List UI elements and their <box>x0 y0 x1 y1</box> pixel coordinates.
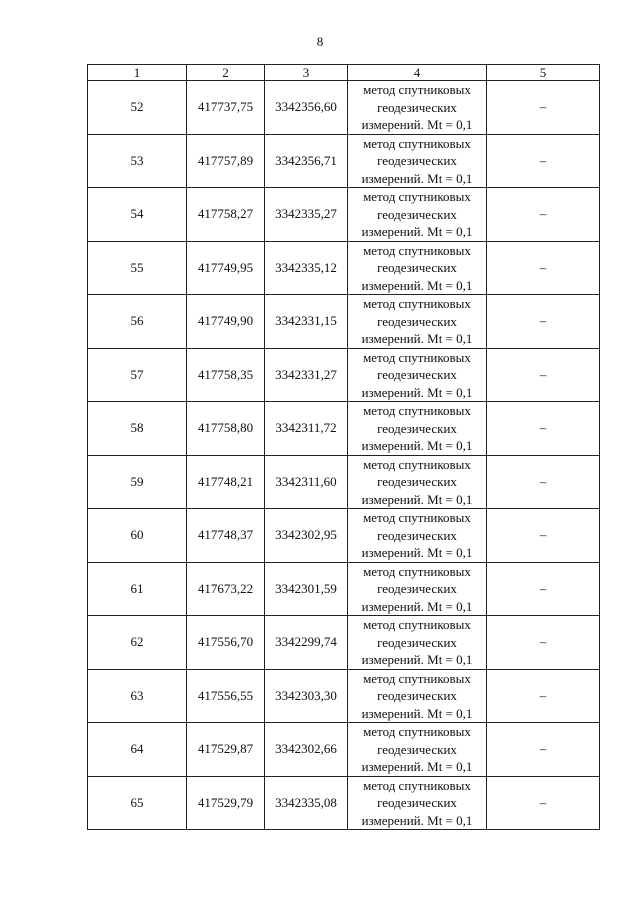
table-row <box>88 241 600 295</box>
method-line: геодезических <box>377 153 457 168</box>
method-line: измерений. Mt = 0,1 <box>361 277 473 293</box>
y-coordinate-cell: 3342356,60 <box>265 81 348 135</box>
method-line: измерений. Mt = 0,1 <box>361 384 473 400</box>
method-line: метод спутниковых <box>363 777 471 793</box>
x-coordinate-cell: 417529,79 <box>187 776 265 830</box>
table-row <box>88 562 600 616</box>
point-number-cell: 65 <box>88 776 187 830</box>
method-line: метод спутниковых <box>363 189 471 204</box>
method-line: измерений. Mt = 0,1 <box>361 491 473 507</box>
point-number-cell: 59 <box>88 455 187 509</box>
x-coordinate-cell: 417556,55 <box>187 669 265 723</box>
point-number-cell: 62 <box>88 616 187 670</box>
method-line: геодезических <box>377 527 457 543</box>
x-coordinate-cell: 417757,89 <box>187 134 265 188</box>
column-header: 1 <box>88 65 187 81</box>
point-number-cell: 61 <box>88 562 187 616</box>
page-number: 8 <box>316 34 324 49</box>
method-line: геодезических <box>377 367 457 382</box>
coordinates-table <box>87 64 600 830</box>
y-coordinate-cell: 3342331,27 <box>265 348 348 402</box>
x-coordinate-cell: 417737,75 <box>187 81 265 135</box>
x-coordinate-cell: 417556,70 <box>187 616 265 670</box>
method-line: измерений. Mt = 0,1 <box>361 652 473 667</box>
method-cell <box>348 776 487 830</box>
method-cell <box>348 402 487 456</box>
table-row <box>88 509 600 563</box>
dash-cell: – <box>487 776 600 830</box>
method-line: геодезических <box>377 206 457 222</box>
method-line: геодезических <box>377 313 457 329</box>
method-line: геодезических <box>377 688 457 703</box>
method-line: измерений. Mt = 0,1 <box>361 545 473 560</box>
method-line: метод спутниковых <box>363 724 471 739</box>
method-cell <box>348 669 487 723</box>
method-cell <box>348 562 487 616</box>
method-line: геодезических <box>377 99 457 115</box>
x-coordinate-cell: 417673,22 <box>187 562 265 616</box>
table-row <box>88 402 600 456</box>
table-row <box>88 723 600 777</box>
method-line: измерений. Mt = 0,1 <box>361 705 473 721</box>
x-coordinate-cell: 417749,90 <box>187 295 265 349</box>
method-line: измерений. Mt = 0,1 <box>361 438 473 453</box>
point-number-cell: 64 <box>88 723 187 777</box>
dash-cell: – <box>487 188 600 242</box>
method-cell <box>348 81 487 135</box>
dash-cell: – <box>487 616 600 670</box>
dash-cell: – <box>487 455 600 509</box>
method-line: метод спутниковых <box>363 670 471 686</box>
x-coordinate-cell: 417758,27 <box>187 188 265 242</box>
method-cell <box>348 348 487 402</box>
column-header: 4 <box>348 65 487 81</box>
method-line: геодезических <box>377 260 457 275</box>
point-number-cell: 55 <box>88 241 187 295</box>
table-row <box>88 295 600 349</box>
method-line: метод спутниковых <box>363 82 471 97</box>
method-cell <box>348 509 487 563</box>
method-line: метод спутниковых <box>363 296 471 311</box>
method-line: измерений. Mt = 0,1 <box>361 224 473 239</box>
method-line: измерений. Mt = 0,1 <box>361 170 473 186</box>
point-number-cell: 53 <box>88 134 187 188</box>
x-coordinate-cell: 417748,37 <box>187 509 265 563</box>
point-number-cell: 58 <box>88 402 187 456</box>
dash-cell: – <box>487 241 600 295</box>
point-number-cell: 57 <box>88 348 187 402</box>
point-number-cell: 54 <box>88 188 187 242</box>
y-coordinate-cell: 3342335,12 <box>265 241 348 295</box>
y-coordinate-cell: 3342301,59 <box>265 562 348 616</box>
method-line: геодезических <box>377 420 457 436</box>
x-coordinate-cell: 417529,87 <box>187 723 265 777</box>
point-number-cell: 56 <box>88 295 187 349</box>
method-line: геодезических <box>377 741 457 757</box>
table-row <box>88 81 600 135</box>
method-line: геодезических <box>377 795 457 810</box>
method-line: метод спутниковых <box>363 349 471 365</box>
method-line: измерений. Mt = 0,1 <box>361 759 473 774</box>
y-coordinate-cell: 3342335,27 <box>265 188 348 242</box>
method-line: метод спутниковых <box>363 456 471 472</box>
x-coordinate-cell: 417758,80 <box>187 402 265 456</box>
column-header: 3 <box>265 65 348 81</box>
method-cell <box>348 295 487 349</box>
table-row <box>88 134 600 188</box>
method-cell <box>348 723 487 777</box>
method-line: метод спутниковых <box>363 563 471 579</box>
y-coordinate-cell: 3342302,66 <box>265 723 348 777</box>
method-cell <box>348 134 487 188</box>
method-cell <box>348 241 487 295</box>
table-header-row <box>88 65 600 81</box>
dash-cell: – <box>487 295 600 349</box>
y-coordinate-cell: 3342311,60 <box>265 455 348 509</box>
table-row <box>88 616 600 670</box>
column-header: 5 <box>487 65 600 81</box>
dash-cell: – <box>487 562 600 616</box>
dash-cell: – <box>487 134 600 188</box>
method-line: измерений. Mt = 0,1 <box>361 331 473 346</box>
method-line: геодезических <box>377 474 457 489</box>
point-number-cell: 52 <box>88 81 187 135</box>
point-number-cell: 60 <box>88 509 187 563</box>
dash-cell: – <box>487 81 600 135</box>
method-line: метод спутниковых <box>363 242 471 258</box>
x-coordinate-cell: 417758,35 <box>187 348 265 402</box>
dash-cell: – <box>487 509 600 563</box>
point-number-cell: 63 <box>88 669 187 723</box>
method-cell <box>348 616 487 670</box>
dash-cell: – <box>487 723 600 777</box>
method-line: измерений. Mt = 0,1 <box>361 598 473 614</box>
y-coordinate-cell: 3342331,15 <box>265 295 348 349</box>
table-row <box>88 188 600 242</box>
method-line: метод спутниковых <box>363 135 471 151</box>
method-line: измерений. Mt = 0,1 <box>361 812 473 828</box>
dash-cell: – <box>487 348 600 402</box>
y-coordinate-cell: 3342303,30 <box>265 669 348 723</box>
dash-cell: – <box>487 402 600 456</box>
table-row <box>88 455 600 509</box>
method-line: геодезических <box>377 634 457 650</box>
table-row <box>88 669 600 723</box>
column-header: 2 <box>187 65 265 81</box>
method-line: метод спутниковых <box>363 617 471 632</box>
x-coordinate-cell: 417748,21 <box>187 455 265 509</box>
x-coordinate-cell: 417749,95 <box>187 241 265 295</box>
method-line: метод спутниковых <box>363 510 471 525</box>
y-coordinate-cell: 3342335,08 <box>265 776 348 830</box>
dash-cell: – <box>487 669 600 723</box>
method-cell <box>348 455 487 509</box>
y-coordinate-cell: 3342302,95 <box>265 509 348 563</box>
table-row <box>88 348 600 402</box>
method-line: метод спутниковых <box>363 403 471 418</box>
method-line: измерений. Mt = 0,1 <box>361 117 473 132</box>
y-coordinate-cell: 3342356,71 <box>265 134 348 188</box>
y-coordinate-cell: 3342299,74 <box>265 616 348 670</box>
method-line: геодезических <box>377 581 457 596</box>
table-row <box>88 776 600 830</box>
method-cell <box>348 188 487 242</box>
y-coordinate-cell: 3342311,72 <box>265 402 348 456</box>
